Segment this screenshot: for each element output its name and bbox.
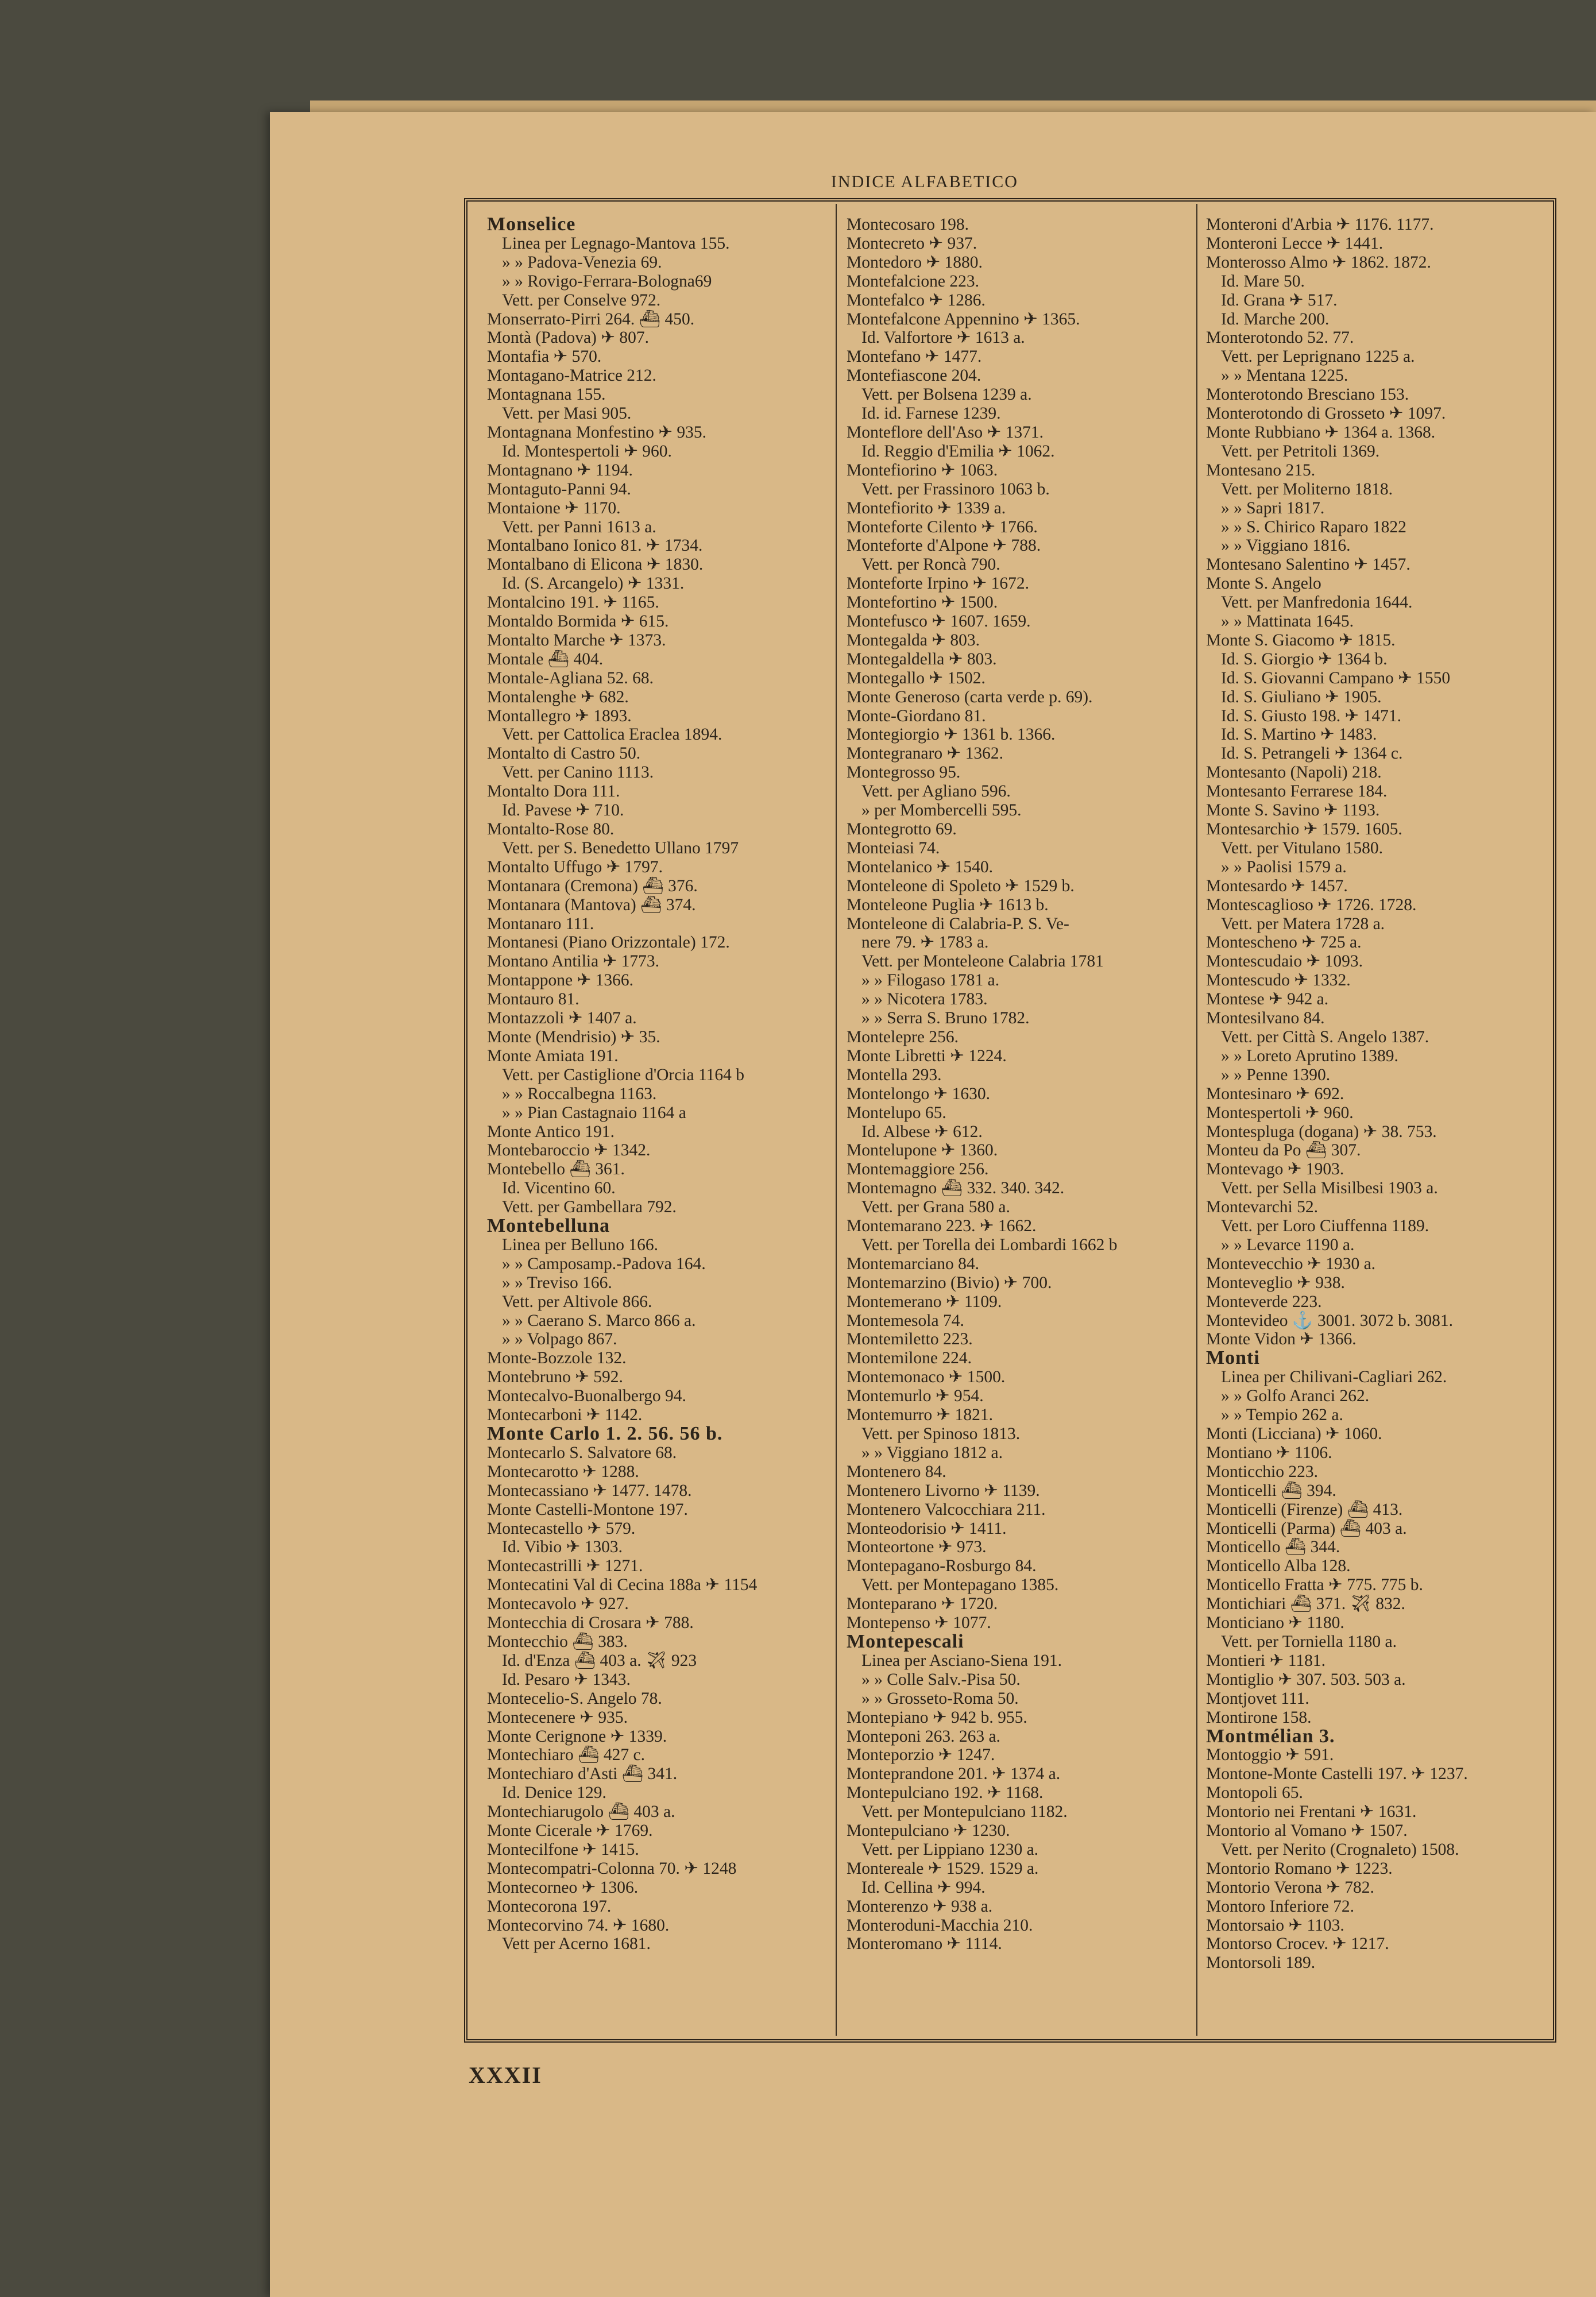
index-entry: Montemarzino (Bivio) ✈ 700.: [847, 1273, 1052, 1292]
index-entry: » » Grosseto-Roma 50.: [861, 1689, 1019, 1708]
index-entry: Monserrato-Pirri 264. ⛴ 450.: [487, 310, 695, 328]
index-entry: Montorio Romano ✈ 1223.: [1206, 1859, 1393, 1878]
index-entry: Vett. per Sella Misilbesi 1903 a.: [1221, 1179, 1438, 1198]
index-entry: Vett. per Altivole 866.: [502, 1292, 652, 1311]
index-entry: Vett. per Matera 1728 a.: [1221, 914, 1385, 933]
index-entry: Vett. per Panni 1613 a.: [502, 517, 656, 536]
index-entry: » » Paolisi 1579 a.: [1221, 857, 1347, 876]
index-entry: Montesanto (Napoli) 218.: [1206, 763, 1382, 782]
index-entry: Monteporzio ✈ 1247.: [847, 1746, 995, 1765]
index-entry: Monte Rubbiano ✈ 1364 a. 1368.: [1206, 423, 1436, 442]
index-entry: Montescheno ✈ 725 a.: [1206, 933, 1362, 952]
index-entry: Montepiano ✈ 942 b. 955.: [847, 1708, 1027, 1727]
index-entry: Monticello Fratta ✈ 775. 775 b.: [1206, 1576, 1423, 1595]
index-entry: Montecorneo ✈ 1306.: [487, 1878, 639, 1897]
index-entry: » » Sapri 1817.: [1221, 498, 1325, 517]
index-entry: Montelupone ✈ 1360.: [847, 1141, 998, 1160]
index-entry: Vett. per Montepulciano 1182.: [861, 1803, 1068, 1822]
index-entry: Montefortino ✈ 1500.: [847, 593, 998, 612]
index-entry: Id. Cellina ✈ 994.: [861, 1878, 986, 1897]
index-entry: » » Golfo Aranci 262.: [1221, 1387, 1370, 1406]
index-entry: Linea per Legnago-Mantova 155.: [502, 234, 730, 253]
index-entry: Vett. per Leprignano 1225 a.: [1221, 347, 1415, 366]
index-entry: Montecassiano ✈ 1477. 1478.: [487, 1481, 692, 1500]
index-entry: » » Treviso 166.: [502, 1273, 612, 1292]
index-entry: Montorsaio ✈ 1103.: [1206, 1916, 1344, 1935]
index-heading: Monselice: [487, 215, 576, 235]
index-entry: Montjovet 111.: [1206, 1689, 1309, 1708]
index-entry: Montenero Livorno ✈ 1139.: [847, 1481, 1040, 1500]
index-entry: Montemarciano 84.: [847, 1254, 980, 1273]
index-entry: Montorio Verona ✈ 782.: [1206, 1878, 1374, 1897]
index-entry: » per Mombercelli 595.: [861, 801, 1022, 820]
index-entry: Id. id. Farnese 1239.: [861, 404, 1001, 423]
index-entry: Montopoli 65.: [1206, 1784, 1303, 1803]
index-entry: Monticelli ⛴ 394.: [1206, 1481, 1336, 1500]
index-entry: » » Pian Castagnaio 1164 a: [502, 1103, 686, 1122]
index-heading: Montepescali: [847, 1630, 964, 1652]
index-entry: Vett. per Grana 580 a.: [861, 1198, 1010, 1217]
index-entry: Monti (Licciana) ✈ 1060.: [1206, 1425, 1382, 1443]
index-entry: » » Mattinata 1645.: [1221, 612, 1354, 631]
index-entry: Vett. per Canino 1113.: [502, 763, 654, 782]
index-entry: Monteflore dell'Aso ✈ 1371.: [847, 423, 1044, 442]
index-entry: Montalto-Rose 80.: [487, 820, 615, 838]
index-entry: Montalcino 191. ✈ 1165.: [487, 593, 659, 612]
index-entry: Montefiascone 204.: [847, 366, 981, 385]
index-entry: Vett. per Città S. Angelo 1387.: [1221, 1027, 1429, 1046]
index-entry: Montechiaro ⛴ 427 c.: [487, 1746, 646, 1765]
index-entry: » » Viggiano 1812 a.: [861, 1443, 1003, 1462]
index-entry: Monticello ⛴ 344.: [1206, 1538, 1340, 1557]
index-entry: Montevideo ⚓ 3001. 3072 b. 3081.: [1206, 1311, 1454, 1330]
index-entry: Id. Marche 200.: [1221, 310, 1330, 328]
index-entry: Montefiorito ✈ 1339 a.: [847, 498, 1006, 517]
index-entry: Montesanto Ferrarese 184.: [1206, 782, 1388, 801]
index-entry: Monticchio 223.: [1206, 1462, 1319, 1481]
index-entry: Monte Cicerale ✈ 1769.: [487, 1822, 653, 1840]
index-entry: Montefalcione 223.: [847, 272, 980, 291]
index-entry: Montemesola 74.: [847, 1311, 964, 1330]
index-entry: Vett. per Lippiano 1230 a.: [861, 1840, 1039, 1859]
index-entry: Montecorona 197.: [487, 1897, 612, 1916]
index-entry: Montazzoli ✈ 1407 a.: [487, 1009, 637, 1028]
index-entry: Montagnana Monfestino ✈ 935.: [487, 423, 706, 442]
index-entry: Montenero 84.: [847, 1462, 946, 1481]
index-entry: Monteleone Puglia ✈ 1613 b.: [847, 895, 1049, 914]
index-entry: Montescudo ✈ 1332.: [1206, 971, 1351, 990]
index-entry: Montebello ⛴ 361.: [487, 1160, 625, 1179]
index-entry: Montorso Crocev. ✈ 1217.: [1206, 1935, 1389, 1954]
index-entry: » » Volpago 867.: [502, 1330, 617, 1349]
index-entry: Montecarboni ✈ 1142.: [487, 1406, 643, 1425]
index-entry: Id. Reggio d'Emilia ✈ 1062.: [861, 442, 1055, 461]
index-column-3: [1206, 215, 1562, 2036]
index-entry: Montalto Marche ✈ 1373.: [487, 631, 666, 649]
index-entry: Montirone 158.: [1206, 1708, 1312, 1727]
index-heading: Monti: [1206, 1347, 1260, 1369]
index-entry: » » S. Chirico Raparo 1822: [1221, 517, 1406, 536]
index-entry: Id. S. Giorgio ✈ 1364 b.: [1221, 649, 1388, 668]
index-entry: Id. Denice 129.: [502, 1784, 606, 1803]
index-entry: Montieri ✈ 1181.: [1206, 1651, 1326, 1670]
index-entry: Monteparano ✈ 1720.: [847, 1595, 998, 1614]
index-entry: » » Serra S. Bruno 1782.: [861, 1009, 1030, 1028]
index-entry: » » Roccalbegna 1163.: [502, 1084, 657, 1103]
index-entry: Monte Antico 191.: [487, 1122, 615, 1141]
index-entry: Montecastrilli ✈ 1271.: [487, 1557, 643, 1576]
index-entry: Montiglio ✈ 307. 503. 503 a.: [1206, 1670, 1406, 1689]
index-entry: Montecosaro 198.: [847, 215, 969, 234]
index-entry: Montereale ✈ 1529. 1529 a.: [847, 1859, 1039, 1878]
index-entry: Montebaroccio ✈ 1342.: [487, 1141, 651, 1160]
index-entry: Montalto Dora 111.: [487, 782, 620, 801]
index-entry: » » Levarce 1190 a.: [1221, 1235, 1355, 1254]
index-entry: Montelanico ✈ 1540.: [847, 857, 993, 876]
index-entry: Montegrosso 95.: [847, 763, 961, 782]
index-entry: Montano Antilia ✈ 1773.: [487, 952, 660, 971]
index-entry: Montauro 81.: [487, 990, 579, 1009]
index-entry: Monteroduni-Macchia 210.: [847, 1916, 1033, 1935]
index-entry: » » Nicotera 1783.: [861, 990, 988, 1009]
index-entry: Monte Castelli-Montone 197.: [487, 1500, 688, 1519]
index-entry: Montegrotto 69.: [847, 820, 957, 838]
index-entry: Monteroni d'Arbia ✈ 1176. 1177.: [1206, 215, 1434, 234]
index-entry: Montecompatri-Colonna 70. ✈ 1248: [487, 1859, 737, 1878]
index-entry: Montevarchi 52.: [1206, 1198, 1318, 1217]
index-entry: Montecchio ⛴ 383.: [487, 1632, 628, 1651]
index-entry: Monteprandone 201. ✈ 1374 a.: [847, 1765, 1061, 1784]
index-entry: Montemerano ✈ 1109.: [847, 1292, 1002, 1311]
index-entry: Montelongo ✈ 1630.: [847, 1084, 991, 1103]
index-entry: Montecatini Val di Cecina 188a ✈ 1154: [487, 1576, 758, 1595]
index-entry: Montone-Monte Castelli 197. ✈ 1237.: [1206, 1765, 1468, 1784]
index-entry: Monticelli (Parma) ⛴ 403 a.: [1206, 1519, 1407, 1538]
index-entry: Id. Pesaro ✈ 1343.: [502, 1670, 631, 1689]
index-entry: Id. (S. Arcangelo) ✈ 1331.: [502, 574, 685, 593]
index-entry: Id. Mare 50.: [1221, 272, 1305, 291]
page-number: XXXII: [469, 2062, 542, 2088]
index-entry: Montorsoli 189.: [1206, 1954, 1316, 1973]
index-entry: Monterosso Almo ✈ 1862. 1872.: [1206, 253, 1431, 272]
index-entry: Vett per Acerno 1681.: [502, 1935, 651, 1954]
index-entry: » » Camposamp.-Padova 164.: [502, 1254, 706, 1273]
index-entry: Montalto di Castro 50.: [487, 744, 641, 763]
index-entry: Montesardo ✈ 1457.: [1206, 876, 1348, 895]
index-entry: » » Mentana 1225.: [1221, 366, 1348, 385]
index-entry: Montecchia di Crosara ✈ 788.: [487, 1614, 694, 1633]
index-entry: Monte Vidon ✈ 1366.: [1206, 1330, 1357, 1349]
index-entry: Montegalda ✈ 803.: [847, 631, 980, 649]
index-entry: Montella 293.: [847, 1065, 942, 1084]
index-entry: Monte-Bozzole 132.: [487, 1349, 627, 1368]
index-entry: Id. Vicentino 60.: [502, 1179, 616, 1198]
index-entry: Montegaldella ✈ 803.: [847, 649, 997, 668]
index-entry: Monte Amiata 191.: [487, 1046, 619, 1065]
index-entry: Montecalvo-Buonalbergo 94.: [487, 1387, 686, 1406]
index-entry: » » Colle Salv.-Pisa 50.: [861, 1670, 1021, 1689]
index-entry: Montemurlo ✈ 954.: [847, 1387, 984, 1406]
index-entry: Montecelio-S. Angelo 78.: [487, 1689, 662, 1708]
index-entry: Vett. per Castiglione d'Orcia 1164 b: [502, 1065, 745, 1084]
index-entry: Id. S. Giuliano ✈ 1905.: [1221, 687, 1382, 706]
index-entry: Montevago ✈ 1903.: [1206, 1160, 1344, 1179]
index-entry: » » Loreto Aprutino 1389.: [1221, 1046, 1398, 1065]
index-entry: Id. S. Petrangeli ✈ 1364 c.: [1221, 744, 1403, 763]
index-entry: Monteponi 263. 263 a.: [847, 1727, 1000, 1746]
index-entry: Vett. per Masi 905.: [502, 404, 632, 423]
index-entry: Monteforte d'Alpone ✈ 788.: [847, 536, 1041, 555]
index-entry: Vett. per Cattolica Eraclea 1894.: [502, 725, 722, 744]
index-entry: Montepenso ✈ 1077.: [847, 1614, 991, 1633]
index-entry: Monteveglio ✈ 938.: [1206, 1273, 1345, 1292]
index-entry: Montemilone 224.: [847, 1349, 972, 1368]
index-entry: Id. S. Martino ✈ 1483.: [1221, 725, 1377, 744]
index-entry: Montà (Padova) ✈ 807.: [487, 328, 649, 347]
index-entry: Id. Vibio ✈ 1303.: [502, 1538, 623, 1557]
index-entry: Id. Montespertoli ✈ 960.: [502, 442, 672, 461]
index-entry: Monte S. Angelo: [1206, 574, 1321, 593]
index-entry: Monte Cerignone ✈ 1339.: [487, 1727, 667, 1746]
index-entry: Monteodorisio ✈ 1411.: [847, 1519, 1007, 1538]
index-entry: nere 79. ✈ 1783 a.: [861, 933, 989, 952]
index-entry: Montoggio ✈ 591.: [1206, 1746, 1334, 1765]
index-entry: Montaguto-Panni 94.: [487, 479, 631, 498]
index-entry: Montecastello ✈ 579.: [487, 1519, 636, 1538]
index-entry: Montemarano 223. ✈ 1662.: [847, 1217, 1037, 1236]
index-entry: Montalbano di Elicona ✈ 1830.: [487, 555, 704, 574]
index-entry: Montalbano Ionico 81. ✈ 1734.: [487, 536, 703, 555]
index-entry: Id. d'Enza ⛴ 403 a. ✈ 923: [502, 1651, 697, 1670]
index-entry: Montale ⛴ 404.: [487, 649, 604, 668]
index-entry: Montepulciano 192. ✈ 1168.: [847, 1784, 1044, 1803]
index-entry: Linea per Chilivani-Cagliari 262.: [1221, 1368, 1447, 1387]
index-entry: Vett. per Spinoso 1813.: [861, 1425, 1021, 1443]
page-header: INDICE ALFABETICO: [831, 172, 1018, 191]
index-entry: Montesano Salentino ✈ 1457.: [1206, 555, 1410, 574]
index-entry: Vett. per S. Benedetto Ullano 1797: [502, 838, 739, 857]
index-entry: Monteu da Po ⛴ 307.: [1206, 1141, 1361, 1160]
index-entry: Montese ✈ 942 a.: [1206, 990, 1329, 1009]
index-entry: Monte S. Giacomo ✈ 1815.: [1206, 631, 1396, 649]
index-entry: » » Filogaso 1781 a.: [861, 971, 1000, 990]
index-entry: Montemonaco ✈ 1500.: [847, 1368, 1006, 1387]
index-entry: Monteromano ✈ 1114.: [847, 1935, 1002, 1954]
index-entry: Montichiari ⛴ 371. ✈ 832.: [1206, 1595, 1405, 1614]
index-entry: Montepulciano ✈ 1230.: [847, 1822, 1010, 1840]
index-entry: Monterotondo Bresciano 153.: [1206, 385, 1409, 404]
index-heading: Montmélian 3.: [1206, 1725, 1335, 1747]
index-entry: Monteleone di Spoleto ✈ 1529 b.: [847, 876, 1075, 895]
index-entry: Montagano-Matrice 212.: [487, 366, 656, 385]
index-entry: Monteortone ✈ 973.: [847, 1538, 987, 1557]
index-entry: Montefalcone Appennino ✈ 1365.: [847, 310, 1080, 328]
index-heading: Monte Carlo 1. 2. 56. 56 b.: [487, 1423, 723, 1444]
index-entry: » » Caerano S. Marco 866 a.: [502, 1311, 696, 1330]
index-entry: Vett. per Frassinoro 1063 b.: [861, 479, 1050, 498]
index-entry: Id. Albese ✈ 612.: [861, 1122, 983, 1141]
index-entry: Montemaggiore 256.: [847, 1160, 989, 1179]
index-entry: » » Tempio 262 a.: [1221, 1406, 1343, 1425]
index-entry: Montebruno ✈ 592.: [487, 1368, 623, 1387]
index-entry: Montefano ✈ 1477.: [847, 347, 982, 366]
index-entry: Linea per Asciano-Siena 191.: [861, 1651, 1062, 1670]
index-entry: Monte-Giordano 81.: [847, 706, 986, 725]
index-entry: Montescaglioso ✈ 1726. 1728.: [1206, 895, 1417, 914]
index-entry: Montemiletto 223.: [847, 1330, 973, 1349]
index-entry: Linea per Belluno 166.: [502, 1235, 658, 1254]
index-entry: Montaione ✈ 1170.: [487, 498, 621, 517]
index-entry: » » Penne 1390.: [1221, 1065, 1331, 1084]
index-entry: Vett. per Conselve 972.: [502, 291, 661, 310]
index-entry: Montecilfone ✈ 1415.: [487, 1840, 639, 1859]
index-entry: Montegallo ✈ 1502.: [847, 668, 986, 687]
index-entry: Montalenghe ✈ 682.: [487, 687, 629, 706]
index-entry: » » Padova-Venezia 69.: [502, 253, 662, 272]
index-entry: Vett. per Manfredonia 1644.: [1221, 593, 1413, 612]
index-entry: Montorio al Vomano ✈ 1507.: [1206, 1822, 1408, 1840]
index-entry: » » Rovigo-Ferrara-Bologna69: [502, 272, 712, 291]
index-entry: Montecarotto ✈ 1288.: [487, 1462, 639, 1481]
index-entry: Monticelli (Firenze) ⛴ 413.: [1206, 1500, 1403, 1519]
index-entry: Montedoro ✈ 1880.: [847, 253, 983, 272]
index-column-2: [847, 215, 1203, 2036]
index-entry: Montorio nei Frentani ✈ 1631.: [1206, 1803, 1417, 1822]
index-entry: Id. Valfortore ✈ 1613 a.: [861, 328, 1025, 347]
index-entry: Montemurro ✈ 1821.: [847, 1406, 993, 1425]
index-entry: Id. Grana ✈ 517.: [1221, 291, 1338, 310]
index-heading: Montebelluna: [487, 1215, 610, 1237]
index-entry: Montefiorino ✈ 1063.: [847, 461, 998, 479]
index-entry: Vett. per Loro Ciuffenna 1189.: [1221, 1217, 1429, 1236]
index-entry: Montallegro ✈ 1893.: [487, 706, 632, 725]
index-entry: Montagnana 155.: [487, 385, 606, 404]
index-entry: Montechiarugolo ⛴ 403 a.: [487, 1803, 675, 1822]
index-entry: Montoro Inferiore 72.: [1206, 1897, 1355, 1916]
index-entry: Vett. per Monteleone Calabria 1781: [861, 952, 1104, 971]
index-entry: Montelupo 65.: [847, 1103, 946, 1122]
index-entry: Vett. per Roncà 790.: [861, 555, 1000, 574]
index-entry: Montanara (Mantova) ⛴ 374.: [487, 895, 696, 914]
index-entry: Montegranaro ✈ 1362.: [847, 744, 1003, 763]
index-entry: Vett. per Moliterno 1818.: [1221, 479, 1393, 498]
index-entry: Montecavolo ✈ 927.: [487, 1595, 629, 1614]
index-entry: Montelepre 256.: [847, 1027, 959, 1046]
index-entry: Vett. per Petritoli 1369.: [1221, 442, 1380, 461]
index-entry: Vett. per Agliano 596.: [861, 782, 1011, 801]
index-entry: Montafia ✈ 570.: [487, 347, 602, 366]
index-entry: Montecenere ✈ 935.: [487, 1708, 628, 1727]
index-entry: Vett. per Vitulano 1580.: [1221, 838, 1383, 857]
index-entry: Monteleone di Calabria-P. S. Ve-: [847, 914, 1069, 933]
index-entry: Montefusco ✈ 1607. 1659.: [847, 612, 1031, 631]
index-entry: Montevecchio ✈ 1930 a.: [1206, 1254, 1376, 1273]
index-entry: Monterotondo 52. 77.: [1206, 328, 1354, 347]
index-entry: Montagnano ✈ 1194.: [487, 461, 633, 479]
index-column-1: [487, 215, 843, 2036]
index-entry: Monticiano ✈ 1180.: [1206, 1614, 1344, 1633]
index-entry: Monteverde 223.: [1206, 1292, 1322, 1311]
index-entry: Montecreto ✈ 937.: [847, 234, 977, 253]
index-entry: Vett. per Gambellara 792.: [502, 1198, 677, 1217]
index-entry: Monte Libretti ✈ 1224.: [847, 1046, 1007, 1065]
index-entry: Monterotondo di Grosseto ✈ 1097.: [1206, 404, 1446, 423]
index-entry: Montegiorgio ✈ 1361 b. 1366.: [847, 725, 1056, 744]
index-entry: Montespluga (dogana) ✈ 38. 753.: [1206, 1122, 1437, 1141]
index-entry: Monte S. Savino ✈ 1193.: [1206, 801, 1380, 820]
index-entry: Montanara (Cremona) ⛴ 376.: [487, 876, 698, 895]
index-entry: Montepagano-Rosburgo 84.: [847, 1557, 1037, 1576]
index-entry: Monte (Mendrisio) ✈ 35.: [487, 1027, 660, 1046]
index-entry: Montalto Uffugo ✈ 1797.: [487, 857, 663, 876]
index-entry: Monteforte Cilento ✈ 1766.: [847, 517, 1038, 536]
index-entry: Vett. per Montepagano 1385.: [861, 1576, 1059, 1595]
index-entry: Montiano ✈ 1106.: [1206, 1443, 1332, 1462]
index-entry: Montesarchio ✈ 1579. 1605.: [1206, 820, 1402, 838]
index-entry: Montanaro 111.: [487, 914, 594, 933]
index-entry: Id. S. Giusto 198. ✈ 1471.: [1221, 706, 1401, 725]
index-entry: Vett. per Torniella 1180 a.: [1221, 1632, 1397, 1651]
index-entry: Montecorvino 74. ✈ 1680.: [487, 1916, 670, 1935]
index-entry: Montaldo Bormida ✈ 615.: [487, 612, 669, 631]
index-entry: Montefalco ✈ 1286.: [847, 291, 986, 310]
index-entry: Montesinaro ✈ 692.: [1206, 1084, 1344, 1103]
index-entry: Montespertoli ✈ 960.: [1206, 1103, 1354, 1122]
index-entry: Monteforte Irpino ✈ 1672.: [847, 574, 1030, 593]
index-entry: » » Viggiano 1816.: [1221, 536, 1351, 555]
index-entry: Monterenzo ✈ 938 a.: [847, 1897, 993, 1916]
index-entry: Vett. per Torella dei Lombardi 1662 b: [861, 1235, 1118, 1254]
index-entry: Montemagno ⛴ 332. 340. 342.: [847, 1179, 1065, 1198]
index-entry: Montesano 215.: [1206, 461, 1316, 479]
index-entry: Montappone ✈ 1366.: [487, 971, 633, 990]
index-entry: Monticello Alba 128.: [1206, 1557, 1351, 1576]
index-entry: Monteiasi 74.: [847, 838, 940, 857]
index-entry: Vett. per Nerito (Crognaleto) 1508.: [1221, 1840, 1459, 1859]
index-entry: Monte Generoso (carta verde p. 69).: [847, 687, 1093, 706]
index-entry: Monteroni Lecce ✈ 1441.: [1206, 234, 1384, 253]
index-entry: Vett. per Bolsena 1239 a.: [861, 385, 1032, 404]
index-entry: Montechiaro d'Asti ⛴ 341.: [487, 1765, 678, 1784]
index-entry: Id. S. Giovanni Campano ✈ 1550: [1221, 668, 1451, 687]
index-entry: Id. Pavese ✈ 710.: [502, 801, 624, 820]
index-entry: Montecarlo S. Salvatore 68.: [487, 1443, 677, 1462]
index-entry: Montanesi (Piano Orizzontale) 172.: [487, 933, 730, 952]
index-entry: Montenero Valcocchiara 211.: [847, 1500, 1046, 1519]
index-entry: Montesilvano 84.: [1206, 1009, 1325, 1028]
index-entry: Montescudaio ✈ 1093.: [1206, 952, 1363, 971]
index-entry: Montale-Agliana 52. 68.: [487, 668, 654, 687]
